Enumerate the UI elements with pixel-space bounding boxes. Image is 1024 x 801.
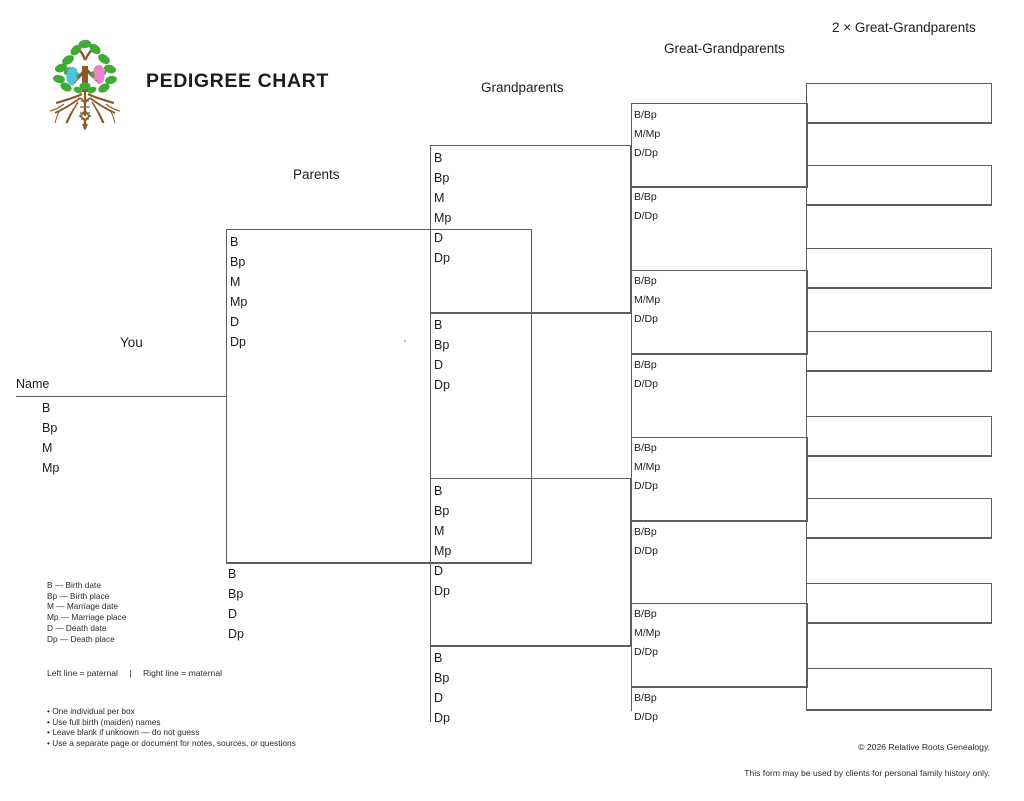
- ggg-box-7[interactable]: [806, 331, 992, 371]
- field-m[interactable]: M: [230, 275, 241, 289]
- stub-ggp1: [614, 145, 632, 146]
- usage-notice: This form may be used by clients for personal family history only.: [744, 768, 990, 778]
- gp3-divider-rule: [430, 646, 631, 647]
- ggg-box-11[interactable]: [806, 498, 992, 538]
- ggg-box-15[interactable]: [806, 668, 992, 710]
- field-d[interactable]: D: [434, 358, 444, 372]
- field-b[interactable]: B: [434, 651, 443, 665]
- field-dp[interactable]: Dp: [434, 251, 450, 265]
- legend-line-separator: |: [129, 668, 132, 678]
- field-m[interactable]: M: [434, 191, 445, 205]
- field-d[interactable]: D: [434, 564, 444, 578]
- ggp7-divider-rule: [631, 687, 808, 688]
- legend-rule-3: • Leave blank if unknown — do not guess: [47, 727, 200, 738]
- stub-ggg5: [789, 270, 807, 271]
- gp-stem-2: [430, 313, 431, 478]
- family-tree-dna-logo-icon: [44, 30, 126, 134]
- field-dp[interactable]: Dp: [434, 378, 450, 392]
- field-d-dp[interactable]: D/Dp: [634, 313, 658, 325]
- legend-rule-4: • Use a separate page or document for notes, sources, or questions: [47, 738, 296, 749]
- legend-abbr-m: M — Marriage date: [47, 601, 119, 612]
- ggg-slot-14-rule[interactable]: [806, 623, 992, 624]
- you-name-rule: [16, 396, 227, 397]
- parent-mother-fields: [228, 564, 244, 644]
- field-b-bp[interactable]: B/Bp: [634, 275, 657, 287]
- field-d[interactable]: D: [434, 231, 444, 245]
- gp-stem-4: [430, 646, 431, 722]
- stub-ggg1: [789, 103, 807, 104]
- stub-gp1: [413, 229, 431, 230]
- grandparent-4-fields: [434, 648, 450, 728]
- field-d-dp[interactable]: D/Dp: [634, 480, 658, 492]
- field-d-dp[interactable]: D/Dp: [634, 378, 658, 390]
- field-d-dp[interactable]: D/Dp: [634, 646, 658, 658]
- ggg-box-9[interactable]: [806, 416, 992, 456]
- field-b-bp[interactable]: B/Bp: [634, 359, 657, 371]
- ggp-stem-4: [631, 354, 632, 437]
- field-b-bp[interactable]: B/Bp: [634, 526, 657, 538]
- grandparent-box-paternal-grandfather[interactable]: [430, 145, 631, 313]
- field-d-dp[interactable]: D/Dp: [634, 711, 658, 723]
- ggg-slot-16-rule[interactable]: [806, 710, 992, 711]
- legend-abbr-dp: Dp — Death place: [47, 633, 115, 644]
- field-bp[interactable]: Bp: [434, 171, 450, 185]
- field-mp[interactable]: Mp: [434, 211, 452, 225]
- legend-rules: [47, 706, 296, 749]
- stub-ggg9: [789, 437, 807, 438]
- you-field-m[interactable]: M: [42, 441, 53, 455]
- field-b[interactable]: B: [230, 235, 239, 249]
- field-b-bp[interactable]: B/Bp: [634, 109, 657, 121]
- page-artifact-speck: [404, 340, 406, 342]
- legend-rule-1: • One individual per box: [47, 706, 135, 716]
- great-grandparent-2-fields: [634, 188, 658, 226]
- legend-abbr-mp: Mp — Marriage place: [47, 612, 127, 623]
- field-b[interactable]: B: [434, 318, 443, 332]
- grandparent-3-fields: [434, 481, 451, 601]
- field-bp[interactable]: Bp: [434, 504, 450, 518]
- you-field-mp[interactable]: Mp: [42, 461, 60, 475]
- stub-ggp5: [614, 478, 632, 479]
- ggp-stem-6: [631, 521, 632, 603]
- ggg-slot-2-rule[interactable]: [806, 123, 992, 124]
- field-mp[interactable]: Mp: [230, 295, 248, 309]
- field-mp[interactable]: Mp: [434, 544, 452, 558]
- field-b-bp[interactable]: B/Bp: [634, 608, 657, 620]
- ggg-box-13[interactable]: [806, 583, 992, 623]
- legend-rule-2: • Use full birth (maiden) names: [47, 716, 161, 727]
- stub-ggg13: [789, 603, 807, 604]
- ggg-box-1[interactable]: [806, 83, 992, 123]
- you-field-b[interactable]: B: [42, 401, 51, 415]
- ggp1-divider-rule: [631, 187, 808, 188]
- field-d[interactable]: D: [228, 607, 238, 621]
- column-heading-you: You: [120, 335, 143, 350]
- ggg-slot-6-rule[interactable]: [806, 288, 992, 289]
- legend-abbr-d: D — Death date: [47, 622, 107, 633]
- field-d-dp[interactable]: D/Dp: [634, 147, 658, 159]
- field-bp[interactable]: Bp: [230, 255, 246, 269]
- column-heading-great-grandparents: Great-Grandparents: [664, 41, 785, 56]
- great-grandparent-1-fields: [634, 106, 660, 163]
- ggg-slot-8-rule[interactable]: [806, 371, 992, 372]
- field-bp[interactable]: Bp: [228, 587, 244, 601]
- ggp-stem-2: [631, 187, 632, 270]
- grandparent-2-fields: [434, 315, 450, 395]
- field-dp[interactable]: Dp: [230, 335, 246, 349]
- column-heading-2x-great-grandparents: 2 × Great-Grandparents: [832, 20, 976, 35]
- ggp5-divider-rule: [631, 521, 808, 522]
- field-d-dp[interactable]: D/Dp: [634, 545, 658, 557]
- legend-abbreviations: [47, 580, 126, 644]
- field-b-bp[interactable]: B/Bp: [634, 442, 657, 454]
- connector-you-to-mother: [226, 396, 227, 564]
- grandparent-1-fields: [434, 148, 451, 268]
- field-b-bp[interactable]: B/Bp: [634, 191, 657, 203]
- great-grandparent-3-fields: [634, 272, 660, 329]
- great-grandparent-7-fields: [634, 605, 660, 662]
- legend-line-left: Left line = paternal: [47, 668, 118, 678]
- great-grandparent-6-fields: [634, 523, 658, 561]
- ggp3-divider-rule: [631, 354, 808, 355]
- page-title: PEDIGREE CHART: [146, 70, 329, 92]
- field-m-mp[interactable]: M/Mp: [634, 294, 661, 306]
- ggg-box-3[interactable]: [806, 165, 992, 205]
- gp1-divider-rule: [430, 313, 631, 314]
- field-m-mp[interactable]: M/Mp: [634, 461, 661, 473]
- field-b-bp[interactable]: B/Bp: [634, 692, 657, 704]
- you-field-bp[interactable]: Bp: [42, 421, 58, 435]
- ggg-slot-12-rule[interactable]: [806, 538, 992, 539]
- field-m[interactable]: M: [434, 524, 445, 538]
- great-grandparent-5-fields: [634, 439, 660, 496]
- field-dp[interactable]: Dp: [434, 584, 450, 598]
- field-b[interactable]: B: [434, 484, 443, 498]
- copyright-notice: © 2026 Relative Roots Genealogy.: [858, 742, 990, 752]
- field-b[interactable]: B: [434, 151, 443, 165]
- legend-abbr-b: B — Birth date: [47, 580, 101, 590]
- ggg-slot-4-rule[interactable]: [806, 205, 992, 206]
- legend-line-key: [47, 668, 222, 678]
- parent-divider-rule: [226, 563, 532, 564]
- legend-line-right: Right line = maternal: [142, 668, 223, 678]
- ggp-stem-8: [631, 687, 632, 711]
- field-d[interactable]: D: [434, 691, 444, 705]
- field-bp[interactable]: Bp: [434, 671, 450, 685]
- field-dp[interactable]: Dp: [434, 711, 450, 725]
- great-grandparent-4-fields: [634, 356, 658, 394]
- column-heading-grandparents: Grandparents: [481, 80, 564, 95]
- field-m-mp[interactable]: M/Mp: [634, 128, 661, 140]
- great-grandparent-8-fields: [634, 689, 658, 727]
- field-m-mp[interactable]: M/Mp: [634, 627, 661, 639]
- ggg-column-stem: [806, 83, 807, 710]
- parent-father-fields: [230, 232, 247, 352]
- ggg-slot-10-rule[interactable]: [806, 456, 992, 457]
- legend-abbr-bp: Bp — Birth place: [47, 590, 110, 601]
- column-heading-parents: Parents: [293, 167, 340, 182]
- ggg-box-5[interactable]: [806, 248, 992, 288]
- you-name-label: Name: [16, 377, 50, 391]
- field-dp[interactable]: Dp: [228, 627, 244, 641]
- you-fields: [42, 398, 59, 478]
- field-bp[interactable]: Bp: [434, 338, 450, 352]
- field-d-dp[interactable]: D/Dp: [634, 210, 658, 222]
- field-b[interactable]: B: [228, 567, 237, 581]
- field-d[interactable]: D: [230, 315, 240, 329]
- grandparent-box-maternal-grandfather[interactable]: [430, 478, 631, 646]
